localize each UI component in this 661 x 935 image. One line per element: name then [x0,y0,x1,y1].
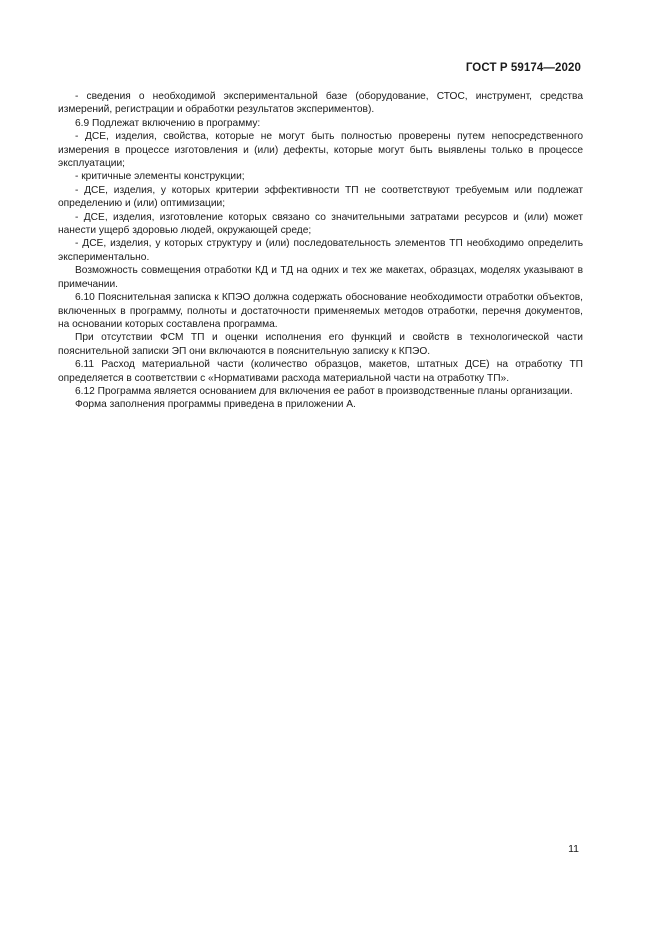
paragraph-combining: Возможность совмещения отработки КД и ТД на одних и тех же макетах, образцах, моделях указывают в примечании. [58,265,583,290]
document-header: ГОСТ Р 59174—2020 [465,62,581,74]
list-item-resource-costs: - ДСЕ, изделия, изготовление которых связано со значительными затратами ресурсов и (или) может нанести ущерб здоровью людей, окружающей среде; [58,211,583,237]
list-item-critical-elements: - критичные элементы конструкции; [75,171,245,183]
list-item-dse-properties: - ДСЕ, изделия, свойства, которые не могут быть полностью проверены путем непосредственного измерения в процессе изготовления и (или) дефекты, которые могут быть выявлены только в процессе эксплуатации; [58,131,583,170]
paragraph-experimental-base: - сведения о необходимой экспериментальной базе (оборудование, СТОС, инструмент, средства измерений, регистрации и обработки результатов экспериментов). [58,91,583,116]
paragraph-6-10: 6.10 Пояснительная записка к КПЭО должна содержать обоснование необходимости отработки объектов, включенных в программу, полноты и достаточности применяемых методов отработки, перечня документов, на основании которых составлена программа. [58,292,583,330]
page-number: 11 [568,843,579,855]
paragraph-6-9: 6.9 Подлежат включению в программу: [75,117,261,129]
document-body [58,90,583,412]
paragraph-6-12: 6.12 Программа является основанием для включения ее работ в производственные планы организации. [75,385,573,397]
paragraph-6-11: 6.11 Расход материальной части (количество образцов, макетов, штатных ДСЕ) на отработку ТП определяется в соответствии с «Нормативами расхода материальной части на отработку ТП». [58,359,583,384]
paragraph-form-appendix: Форма заполнения программы приведена в приложении А. [75,399,356,411]
list-item-efficiency-criteria: - ДСЕ, изделия, у которых критерии эффективности ТП не соответствуют требуемым или подлежат определению и (или) оптимизации; [58,184,583,210]
paragraph-absence-fsm: При отсутствии ФСМ ТП и оценки исполнения его функций и свойств в технологической части пояснительной записки ЭП они включаются в пояснительную записку к КПЭО. [58,332,583,357]
list-item-structure: - ДСЕ, изделия, у которых структуру и (или) последовательность элементов ТП необходимо определить экспериментально. [58,238,583,263]
